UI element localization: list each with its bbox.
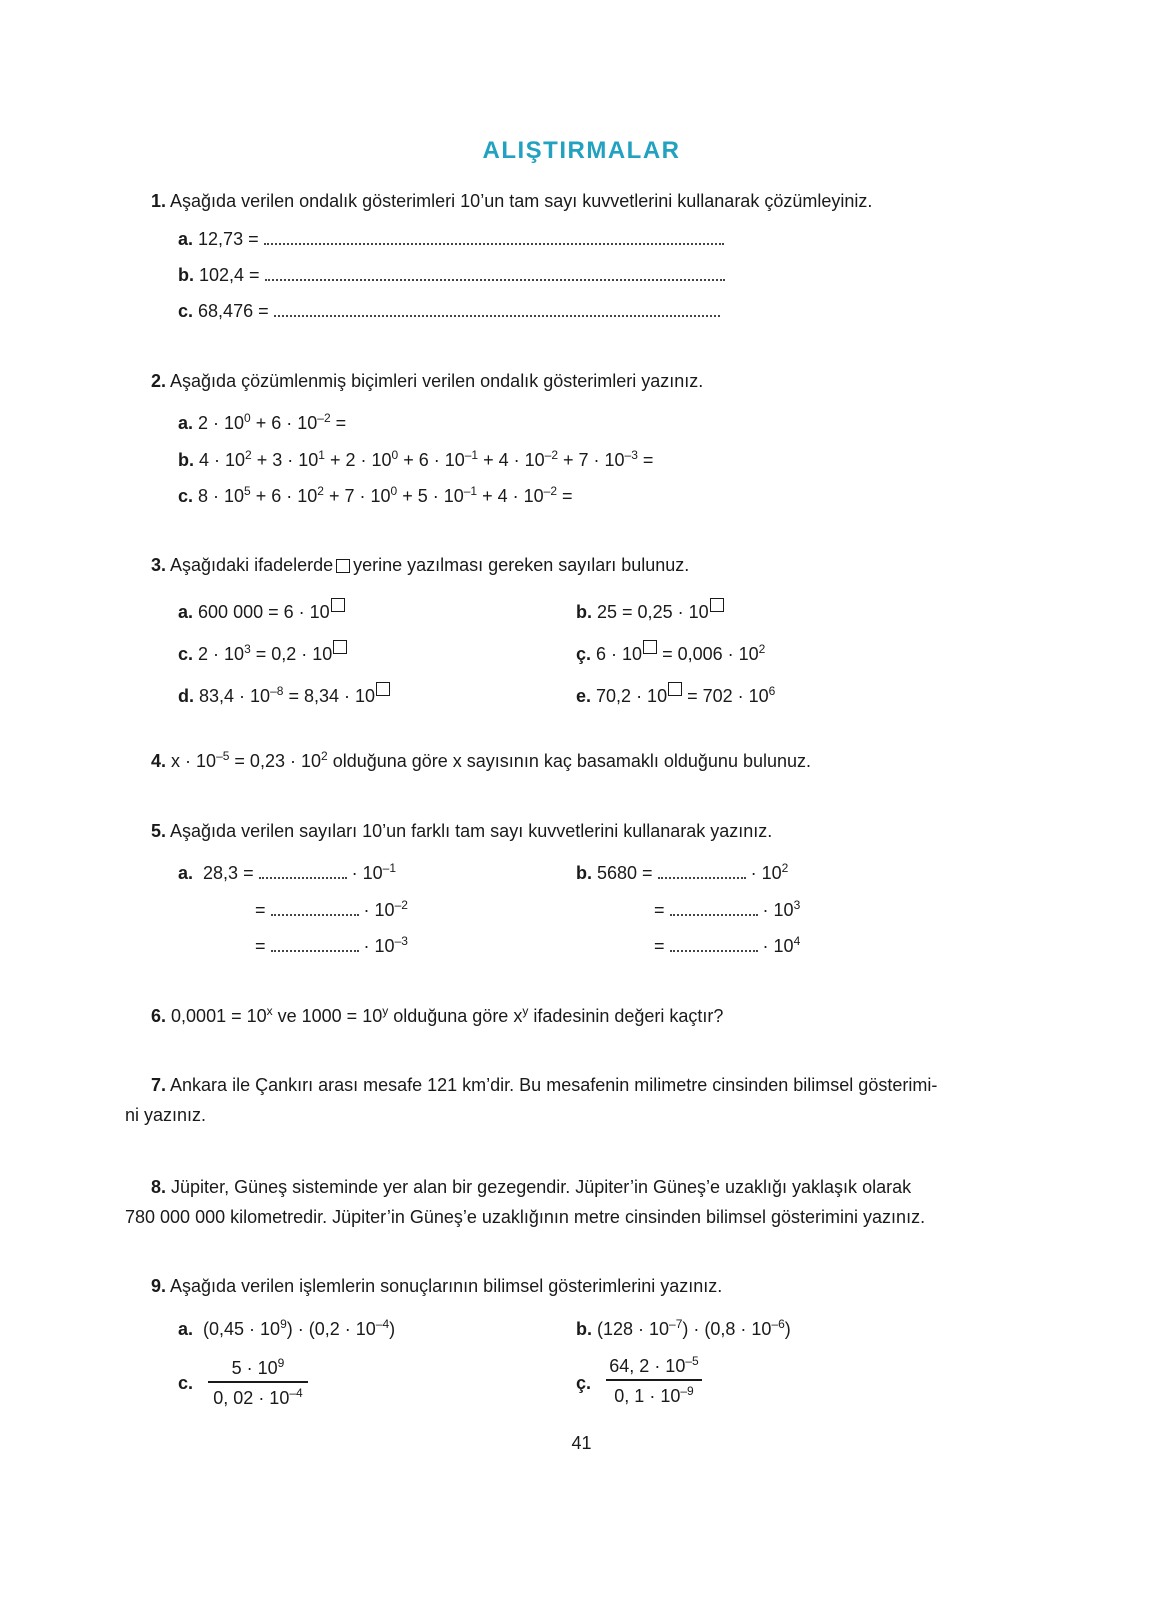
answer-blank[interactable] bbox=[274, 302, 720, 317]
q2-item-c: c. $8 \cdot 10^5 + 6 \cdot 10^2 + 7 \cdot 10^0 + 5 \cdot 10^{-1} + 4 \cdot 10^{-2}$ = bbox=[178, 484, 573, 506]
question-7: 7. Ankara ile Çankırı arası mesafe 121 km’dir. Bu mesafenin milimetre cinsinden bilimsel gösterimi- ni yazınız. bbox=[125, 1075, 938, 1125]
q2-item-b: b. $4 \cdot 10^2 + 3 \cdot 10^1 + 2 \cdot 10^0 + 6 \cdot 10^{-1} + 4 \cdot 10^{-2} + 7 \cdot 10^{-3}$ = bbox=[178, 448, 654, 470]
exponent-box[interactable] bbox=[710, 598, 724, 612]
exponent-box[interactable] bbox=[643, 640, 657, 654]
q5-b-row-2: = · $10^3$ bbox=[654, 898, 801, 920]
answer-blank[interactable] bbox=[670, 937, 758, 952]
fraction-bar bbox=[606, 1379, 702, 1381]
q1-item-c: c. 68,476 = bbox=[178, 302, 720, 320]
numerator: 64, $2 \cdot 10^{-5}$ bbox=[609, 1354, 699, 1376]
numerator: $5 \cdot 10^9$ bbox=[231, 1356, 285, 1378]
exponent-box[interactable] bbox=[333, 640, 347, 654]
q3-item-d: d. $83,4 \cdot 10^{-8} = 8,34 \cdot 10$ bbox=[178, 682, 390, 705]
answer-blank[interactable] bbox=[271, 937, 359, 952]
q3-item-e: e. $70,2 \cdot 10 = 702 \cdot 10^6$ bbox=[576, 684, 776, 706]
q5-a-row-3: = · $10^{-3}$ bbox=[255, 934, 408, 956]
exponent-box[interactable] bbox=[331, 598, 345, 612]
denominator: 0, $1 \cdot 10^{-9}$ bbox=[614, 1384, 694, 1406]
q9-item-cc-label: ç. bbox=[576, 1373, 592, 1393]
fraction-cc bbox=[606, 1353, 702, 1409]
exponent-box[interactable] bbox=[668, 682, 682, 696]
q3-item-b: b. 25 = 0,25 · 10 bbox=[576, 598, 724, 621]
q1-item-a: a. 12,73 = bbox=[178, 230, 724, 248]
question-3: 3. Aşağıdaki ifadelerde yerine yazılması gereken sayıları bulunuz. bbox=[151, 555, 690, 575]
fraction-bar bbox=[208, 1381, 308, 1383]
question-2: 2. Aşağıda çözümlenmiş biçimleri verilen ondalık gösterimleri yazınız. bbox=[151, 371, 704, 391]
answer-blank[interactable] bbox=[259, 864, 347, 879]
q9-item-b: b. $(128 \cdot 10^{-7}) \cdot (0,8 \cdot 10^{-6})$ bbox=[576, 1317, 791, 1339]
question-text: Aşağıda verilen ondalık gösterimleri 10’un tam sayı kuvvetlerini kullanarak çözümleyiniz. bbox=[170, 191, 873, 211]
question-5: 5. Aşağıda verilen sayıları 10’un farklı tam sayı kuvvetlerini kullanarak yazınız. bbox=[151, 821, 773, 841]
q9-item-a: a. $(0,45 \cdot 10^9) \cdot (0,2 \cdot 10^{-4})$ bbox=[178, 1317, 396, 1339]
answer-blank[interactable] bbox=[264, 230, 724, 245]
question-4: 4. $x \cdot 10^{-5} = 0,23 \cdot 10^2$ olduğuna göre x sayısının kaç basamaklı olduğunu bulunuz. bbox=[151, 749, 812, 771]
answer-blank[interactable] bbox=[271, 901, 359, 916]
exponent-box[interactable] bbox=[376, 682, 390, 696]
q1-item-b: b. 102,4 = bbox=[178, 266, 725, 284]
blank-box bbox=[336, 559, 350, 573]
question-1 bbox=[151, 192, 872, 210]
denominator: 0, $02 \cdot 10^{-4}$ bbox=[213, 1386, 303, 1408]
q5-b-row-1: b. 5680 = · $10^2$ bbox=[576, 861, 789, 883]
q3-item-cc: ç. $6 \cdot 10 = 0,006 \cdot 10^2$ bbox=[576, 642, 766, 664]
answer-blank[interactable] bbox=[265, 266, 725, 281]
question-9: 9. Aşağıda verilen işlemlerin sonuçlarının bilimsel gösterimlerini yazınız. bbox=[151, 1276, 723, 1296]
fraction-c bbox=[208, 1355, 308, 1411]
page-title: ALIŞTIRMALAR bbox=[482, 137, 681, 164]
q3-item-a: a. 600 000 = 6 · 10 bbox=[178, 598, 345, 621]
q5-b-row-3: = · $10^4$ bbox=[654, 934, 801, 956]
q9-item-c-label: c. bbox=[178, 1373, 194, 1393]
q2-item-a: a. $2 \cdot 10^0 + 6 \cdot 10^{-2}$ = bbox=[178, 411, 347, 433]
question-6: 6. $0,0001 = 10^x$ ve $1000 = 10^y$ olduğuna göre $x^y$ ifadesinin değeri kaçtır? bbox=[151, 1004, 724, 1026]
answer-blank[interactable] bbox=[658, 864, 746, 879]
q5-a-row-2: = · $10^{-2}$ bbox=[255, 898, 408, 920]
q5-a-row-1: a. 28,3 = · $10^{-1}$ bbox=[178, 861, 396, 883]
page-number: 41 bbox=[571, 1433, 592, 1453]
question-8: 8. Jüpiter, Güneş sisteminde yer alan bir gezegendir. Jüpiter’in Güneş’e uzaklığı yaklaşık olarak 780 000 000 kilometredir. Jüpiter’in Güneş’e uzaklığının metre cinsinden bilimsel gösterimini yazınız. bbox=[125, 1177, 926, 1227]
answer-blank[interactable] bbox=[670, 901, 758, 916]
q3-item-c: c. $2 \cdot 10^3 = 0,2 \cdot 10$ bbox=[178, 640, 347, 663]
question-number: 1. bbox=[151, 191, 167, 211]
